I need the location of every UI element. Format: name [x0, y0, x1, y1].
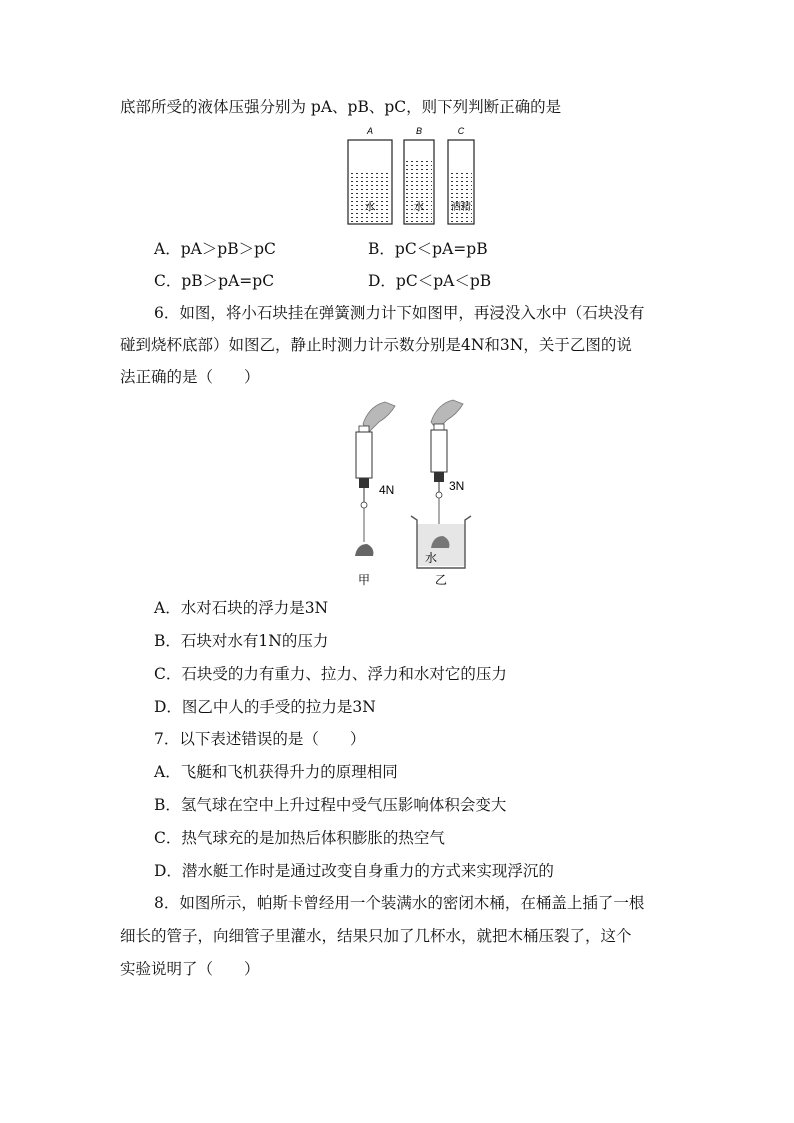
q7-option-b: B．氢气球在空中上升过程中受气压影响体积会变大 — [154, 796, 507, 814]
q6-option-a: A．水对石块的浮力是3N — [154, 599, 329, 617]
q6-option-b: B．石块对水有1N的压力 — [154, 632, 329, 650]
q5-option-d: D．pC＜pA＜pB — [368, 272, 492, 290]
scale-right-body — [431, 430, 447, 472]
caption-right: 乙 — [434, 573, 448, 587]
water-label: 水 — [425, 551, 438, 565]
stone-left — [355, 544, 373, 556]
q6-option-d: D．图乙中人的手受的拉力是3N — [154, 698, 376, 716]
q7-stem: 7．以下表述错误的是（ ） — [154, 730, 366, 748]
reading-left: 4N — [379, 483, 395, 497]
q6-stem-line-2: 碰到烧杯底部）如图乙，静止时测力计示数分别是4N和3N，关于乙图的说 — [120, 336, 632, 354]
q8-stem-line-1: 8．如图所示，帕斯卡曾经用一个装满水的密闭木桶，在桶盖上插了一根 — [154, 894, 645, 912]
scale-left-top — [359, 426, 369, 432]
q8-stem-line-2: 细长的管子，向细管子里灌水，结果只加了几杯水，就把木桶压裂了，这个 — [120, 927, 632, 945]
q6-stem-line-1: 6．如图，将小石块挂在弹簧测力计下如图甲，再浸没入水中（石块没有 — [154, 304, 645, 322]
q5-option-a: A．pA＞pB＞pC — [154, 240, 276, 258]
caption-left: 甲 — [357, 573, 371, 587]
q8-stem-line-3: 实验说明了（ ） — [120, 960, 260, 978]
cylinder-label-c: C — [457, 126, 465, 136]
spring-scale-figure — [345, 398, 485, 590]
cylinder-a-liquid — [350, 170, 390, 222]
scale-right-top — [434, 424, 444, 430]
q6-stem-line-3: 法正确的是（ ） — [120, 368, 260, 386]
cylinder-a-liquid-label: 水 — [364, 200, 376, 213]
q5-option-b: B．pC＜pA=pB — [368, 240, 488, 258]
q7-option-d: D．潜水艇工作时是通过改变自身重力的方式来实现浮沉的 — [154, 862, 554, 880]
q5-stem-tail: 底部所受的液体压强分别为 pA、pB、pC，则下列判断正确的是 — [120, 98, 562, 116]
scale-right-bottom — [434, 472, 444, 482]
q7-option-c: C．热气球充的是加热后体积膨胀的热空气 — [154, 829, 445, 847]
reading-right: 3N — [449, 479, 465, 493]
cylinder-c-liquid — [450, 170, 472, 222]
scale-left-bottom — [359, 478, 369, 488]
q5-option-c: C．pB＞pA=pC — [154, 272, 275, 290]
q6-option-c: C．石块受的力有重力、拉力、浮力和水对它的压力 — [154, 665, 507, 683]
scale-left-body — [356, 432, 372, 478]
q7-option-a: A．飞艇和飞机获得升力的原理相同 — [154, 763, 398, 781]
cylinder-b-liquid-label: 水 — [413, 200, 425, 213]
cylinder-c-liquid-label: 酒精 — [451, 202, 471, 213]
cylinder-label-b: B — [415, 126, 423, 136]
cylinders-figure — [340, 124, 480, 226]
cylinder-label-a: A — [366, 126, 374, 136]
